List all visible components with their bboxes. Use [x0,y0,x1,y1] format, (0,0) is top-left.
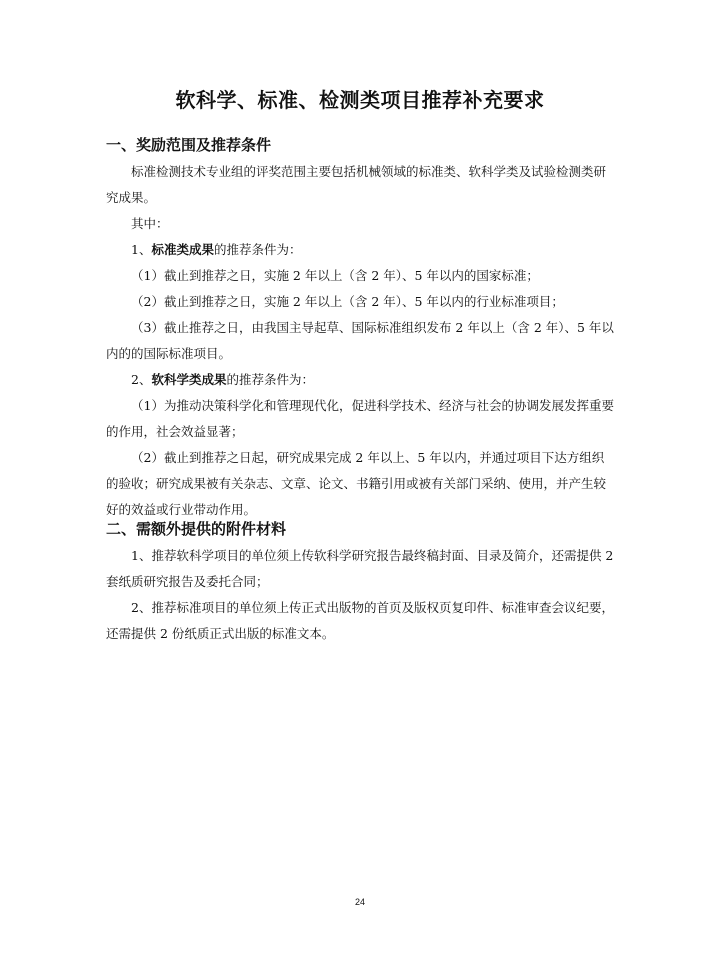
soft-science-bold-label: 软科学类成果 [151,372,227,387]
standard-suffix: 的推荐条件为： [213,242,302,257]
standard-prefix: 1、 [131,242,152,257]
paragraph-among: 其中： [131,216,169,231]
paragraph-standard-header [106,237,616,263]
page-number: 24 [354,897,365,907]
document-title: 软科学、标准、检测类项目推荐补充要求 [175,88,545,112]
soft-science-prefix: 2、 [131,372,152,387]
list-item: （1）为推动决策科学化和管理现代化，促进科学技术、经济与社会的协调发展发挥重要的作用，社会效益显著； [106,398,614,439]
list-item: （2）截止到推荐之日，实施 2 年以上（含 2 年）、5 年以内的行业标准项目； [131,294,564,309]
list-item: 2、推荐标准项目的单位须上传正式出版物的首页及版权页复印件、标准审查会议纪要，还需提供 2 份纸质正式出版的标准文本。 [106,600,614,641]
standard-bold-label: 标准类成果 [151,242,214,257]
list-item: （2）截止到推荐之日起，研究成果完成 2 年以上、5 年以内，并通过项目下达方组织的验收；研究成果被有关杂志、文章、论文、书籍引用或被有关部门采纳、使用，并产生较好的效益或行业带动作用。 [106,450,607,517]
soft-science-suffix: 的推荐条件为： [226,372,314,387]
paragraph-intro: 标准检测技术专业组的评奖范围主要包括机械领域的标准类、软科学类及试验检测类研究成果。 [106,164,607,205]
section-body-awards [106,159,616,523]
section-heading-attachments: 二、需额外提供的附件材料 [106,520,287,538]
section-heading-awards: 一、奖励范围及推荐条件 [106,136,272,154]
paragraph-soft-science-header [106,367,616,393]
list-item: （1）截止到推荐之日，实施 2 年以上（含 2 年）、5 年以内的国家标准； [131,268,539,283]
section-body-attachments [106,543,616,647]
list-item: （3）截止推荐之日，由我国主导起草、国际标准组织发布 2 年以上（含 2 年）、5 年以内的的国际标准项目。 [106,320,614,361]
list-item: 1、推荐软科学项目的单位须上传软科学研究报告最终稿封面、目录及简介，还需提供 2 套纸质研究报告及委托合同； [106,548,614,589]
